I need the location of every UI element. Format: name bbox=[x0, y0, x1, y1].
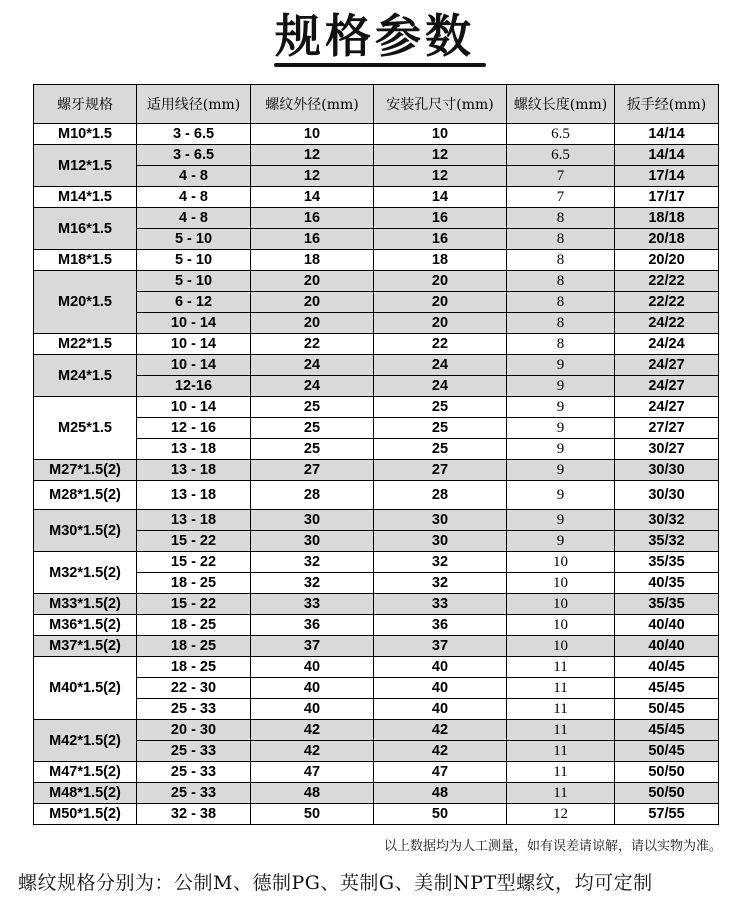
cell-wrench-size: 24/27 bbox=[615, 376, 719, 397]
cell-wire-diameter: 13 - 18 bbox=[137, 481, 251, 510]
cell-wire-diameter: 10 - 14 bbox=[137, 397, 251, 418]
cell-wrench-size: 50/50 bbox=[615, 762, 719, 783]
cell-wire-diameter: 12 - 16 bbox=[137, 418, 251, 439]
cell-thread-spec: M24*1.5 bbox=[34, 355, 137, 397]
cell-mounting-hole: 42 bbox=[374, 720, 507, 741]
cell-mounting-hole: 42 bbox=[374, 741, 507, 762]
cell-wire-diameter: 25 - 33 bbox=[137, 783, 251, 804]
cell-thread-spec: M10*1.5 bbox=[34, 124, 137, 145]
cell-wire-diameter: 4 - 8 bbox=[137, 187, 251, 208]
cell-wrench-size: 45/45 bbox=[615, 720, 719, 741]
cell-wrench-size: 27/27 bbox=[615, 418, 719, 439]
cell-thread-length: 9 bbox=[507, 397, 615, 418]
cell-wrench-size: 50/45 bbox=[615, 741, 719, 762]
cell-wire-diameter: 12-16 bbox=[137, 376, 251, 397]
cell-thread-spec: M20*1.5 bbox=[34, 271, 137, 334]
cell-thread-spec: M16*1.5 bbox=[34, 208, 137, 250]
cell-thread-length: 11 bbox=[507, 699, 615, 720]
cell-mounting-hole: 32 bbox=[374, 552, 507, 573]
cell-thread-spec: M33*1.5(2) bbox=[34, 594, 137, 615]
cell-mounting-hole: 33 bbox=[374, 594, 507, 615]
cell-thread-outer-diameter: 33 bbox=[251, 594, 374, 615]
cell-mounting-hole: 40 bbox=[374, 657, 507, 678]
table-row bbox=[34, 510, 719, 531]
cell-thread-length: 8 bbox=[507, 271, 615, 292]
table-row bbox=[34, 145, 719, 166]
cell-mounting-hole: 16 bbox=[374, 229, 507, 250]
cell-thread-outer-diameter: 10 bbox=[251, 124, 374, 145]
cell-thread-outer-diameter: 30 bbox=[251, 510, 374, 531]
cell-wrench-size: 17/14 bbox=[615, 166, 719, 187]
cell-thread-outer-diameter: 24 bbox=[251, 376, 374, 397]
cell-thread-length: 9 bbox=[507, 460, 615, 481]
cell-thread-outer-diameter: 14 bbox=[251, 187, 374, 208]
table-row bbox=[34, 271, 719, 292]
cell-wrench-size: 17/17 bbox=[615, 187, 719, 208]
cell-thread-length: 7 bbox=[507, 166, 615, 187]
cell-wire-diameter: 18 - 25 bbox=[137, 636, 251, 657]
cell-thread-spec: M37*1.5(2) bbox=[34, 636, 137, 657]
cell-wrench-size: 22/22 bbox=[615, 271, 719, 292]
table-row bbox=[34, 804, 719, 825]
cell-wrench-size: 24/22 bbox=[615, 313, 719, 334]
cell-thread-length: 10 bbox=[507, 636, 615, 657]
cell-mounting-hole: 20 bbox=[374, 292, 507, 313]
cell-thread-length: 8 bbox=[507, 334, 615, 355]
cell-mounting-hole: 40 bbox=[374, 699, 507, 720]
cell-wrench-size: 24/27 bbox=[615, 355, 719, 376]
cell-mounting-hole: 14 bbox=[374, 187, 507, 208]
table-row bbox=[34, 531, 719, 552]
cell-thread-length: 11 bbox=[507, 678, 615, 699]
table-row bbox=[34, 481, 719, 510]
cell-wire-diameter: 5 - 10 bbox=[137, 229, 251, 250]
cell-thread-spec: M48*1.5(2) bbox=[34, 783, 137, 804]
cell-wire-diameter: 25 - 33 bbox=[137, 741, 251, 762]
header-thread-spec: 螺牙规格 bbox=[34, 85, 137, 124]
cell-thread-outer-diameter: 18 bbox=[251, 250, 374, 271]
cell-thread-length: 8 bbox=[507, 229, 615, 250]
cell-thread-spec: M40*1.5(2) bbox=[34, 657, 137, 720]
cell-mounting-hole: 50 bbox=[374, 804, 507, 825]
cell-mounting-hole: 32 bbox=[374, 573, 507, 594]
cell-thread-outer-diameter: 20 bbox=[251, 271, 374, 292]
cell-wire-diameter: 3 - 6.5 bbox=[137, 145, 251, 166]
cell-wire-diameter: 32 - 38 bbox=[137, 804, 251, 825]
cell-mounting-hole: 22 bbox=[374, 334, 507, 355]
table-row bbox=[34, 783, 719, 804]
cell-mounting-hole: 27 bbox=[374, 460, 507, 481]
cell-thread-outer-diameter: 36 bbox=[251, 615, 374, 636]
cell-thread-length: 11 bbox=[507, 720, 615, 741]
cell-thread-length: 9 bbox=[507, 439, 615, 460]
table-row bbox=[34, 334, 719, 355]
cell-thread-outer-diameter: 12 bbox=[251, 166, 374, 187]
cell-thread-length: 8 bbox=[507, 250, 615, 271]
table-row bbox=[34, 594, 719, 615]
cell-thread-length: 11 bbox=[507, 762, 615, 783]
cell-wire-diameter: 4 - 8 bbox=[137, 208, 251, 229]
cell-thread-length: 10 bbox=[507, 615, 615, 636]
table-body bbox=[34, 124, 719, 825]
cell-thread-length: 7 bbox=[507, 187, 615, 208]
cell-wire-diameter: 10 - 14 bbox=[137, 313, 251, 334]
cell-thread-length: 10 bbox=[507, 594, 615, 615]
cell-thread-spec: M28*1.5(2) bbox=[34, 481, 137, 510]
cell-wrench-size: 40/40 bbox=[615, 615, 719, 636]
cell-wrench-size: 24/27 bbox=[615, 397, 719, 418]
cell-thread-length: 9 bbox=[507, 531, 615, 552]
table-row bbox=[34, 292, 719, 313]
cell-wrench-size: 35/35 bbox=[615, 552, 719, 573]
table-header-row bbox=[34, 85, 719, 124]
cell-thread-outer-diameter: 50 bbox=[251, 804, 374, 825]
cell-thread-length: 12 bbox=[507, 804, 615, 825]
header-wire-diameter: 适用线径(mm) bbox=[137, 85, 251, 124]
cell-mounting-hole: 25 bbox=[374, 418, 507, 439]
cell-thread-spec: M36*1.5(2) bbox=[34, 615, 137, 636]
cell-thread-length: 8 bbox=[507, 292, 615, 313]
cell-mounting-hole: 28 bbox=[374, 481, 507, 510]
title-underline bbox=[274, 63, 486, 67]
cell-wrench-size: 57/55 bbox=[615, 804, 719, 825]
table-row bbox=[34, 187, 719, 208]
cell-wrench-size: 50/50 bbox=[615, 783, 719, 804]
title-wrap bbox=[0, 8, 750, 64]
cell-mounting-hole: 48 bbox=[374, 783, 507, 804]
cell-thread-outer-diameter: 40 bbox=[251, 657, 374, 678]
cell-thread-outer-diameter: 47 bbox=[251, 762, 374, 783]
table-row bbox=[34, 636, 719, 657]
cell-wrench-size: 14/14 bbox=[615, 145, 719, 166]
table-row bbox=[34, 699, 719, 720]
spec-table bbox=[33, 84, 719, 825]
table-row bbox=[34, 657, 719, 678]
table-row bbox=[34, 678, 719, 699]
cell-wrench-size: 14/14 bbox=[615, 124, 719, 145]
cell-mounting-hole: 20 bbox=[374, 271, 507, 292]
cell-thread-spec: M42*1.5(2) bbox=[34, 720, 137, 762]
cell-thread-outer-diameter: 40 bbox=[251, 678, 374, 699]
cell-thread-length: 10 bbox=[507, 552, 615, 573]
cell-wire-diameter: 15 - 22 bbox=[137, 594, 251, 615]
cell-thread-outer-diameter: 28 bbox=[251, 481, 374, 510]
cell-thread-spec: M18*1.5 bbox=[34, 250, 137, 271]
cell-wire-diameter: 15 - 22 bbox=[137, 531, 251, 552]
cell-wire-diameter: 5 - 10 bbox=[137, 250, 251, 271]
cell-wire-diameter: 6 - 12 bbox=[137, 292, 251, 313]
cell-thread-spec: M25*1.5 bbox=[34, 397, 137, 460]
table-row bbox=[34, 615, 719, 636]
cell-thread-spec: M32*1.5(2) bbox=[34, 552, 137, 594]
cell-thread-outer-diameter: 42 bbox=[251, 741, 374, 762]
cell-thread-outer-diameter: 37 bbox=[251, 636, 374, 657]
cell-wrench-size: 50/45 bbox=[615, 699, 719, 720]
cell-thread-outer-diameter: 16 bbox=[251, 229, 374, 250]
cell-wire-diameter: 18 - 25 bbox=[137, 615, 251, 636]
cell-wire-diameter: 3 - 6.5 bbox=[137, 124, 251, 145]
cell-thread-length: 11 bbox=[507, 783, 615, 804]
cell-thread-outer-diameter: 22 bbox=[251, 334, 374, 355]
cell-mounting-hole: 37 bbox=[374, 636, 507, 657]
cell-thread-length: 9 bbox=[507, 510, 615, 531]
cell-thread-outer-diameter: 42 bbox=[251, 720, 374, 741]
cell-mounting-hole: 24 bbox=[374, 355, 507, 376]
cell-wrench-size: 22/22 bbox=[615, 292, 719, 313]
cell-wrench-size: 40/35 bbox=[615, 573, 719, 594]
cell-mounting-hole: 18 bbox=[374, 250, 507, 271]
cell-thread-outer-diameter: 27 bbox=[251, 460, 374, 481]
cell-wire-diameter: 18 - 25 bbox=[137, 573, 251, 594]
cell-thread-length: 9 bbox=[507, 355, 615, 376]
table-row bbox=[34, 313, 719, 334]
cell-wire-diameter: 10 - 14 bbox=[137, 355, 251, 376]
cell-thread-outer-diameter: 48 bbox=[251, 783, 374, 804]
table-row bbox=[34, 741, 719, 762]
cell-thread-outer-diameter: 20 bbox=[251, 313, 374, 334]
table-row bbox=[34, 460, 719, 481]
cell-thread-length: 9 bbox=[507, 481, 615, 510]
footer-thread-types: 螺纹规格分别为：公制M、德制PG、英制G、美制NPT型螺纹，均可定制 bbox=[18, 872, 653, 894]
cell-wrench-size: 20/18 bbox=[615, 229, 719, 250]
cell-thread-outer-diameter: 12 bbox=[251, 145, 374, 166]
table-row bbox=[34, 208, 719, 229]
cell-thread-outer-diameter: 25 bbox=[251, 418, 374, 439]
cell-mounting-hole: 25 bbox=[374, 439, 507, 460]
cell-wrench-size: 40/40 bbox=[615, 636, 719, 657]
cell-wrench-size: 30/27 bbox=[615, 439, 719, 460]
cell-mounting-hole: 12 bbox=[374, 166, 507, 187]
cell-thread-length: 9 bbox=[507, 376, 615, 397]
table-row bbox=[34, 250, 719, 271]
cell-mounting-hole: 10 bbox=[374, 124, 507, 145]
header-mounting-hole: 安装孔尺寸(mm) bbox=[374, 85, 507, 124]
cell-mounting-hole: 40 bbox=[374, 678, 507, 699]
cell-mounting-hole: 30 bbox=[374, 510, 507, 531]
page-title: 规格参数 bbox=[275, 9, 475, 63]
cell-mounting-hole: 16 bbox=[374, 208, 507, 229]
table-row bbox=[34, 166, 719, 187]
cell-wrench-size: 30/30 bbox=[615, 481, 719, 510]
cell-wrench-size: 18/18 bbox=[615, 208, 719, 229]
cell-wire-diameter: 5 - 10 bbox=[137, 271, 251, 292]
cell-thread-length: 8 bbox=[507, 313, 615, 334]
cell-wrench-size: 35/35 bbox=[615, 594, 719, 615]
header-wrench-size: 扳手经(mm) bbox=[615, 85, 719, 124]
cell-thread-spec: M30*1.5(2) bbox=[34, 510, 137, 552]
cell-mounting-hole: 30 bbox=[374, 531, 507, 552]
cell-thread-length: 11 bbox=[507, 741, 615, 762]
cell-mounting-hole: 20 bbox=[374, 313, 507, 334]
table-row bbox=[34, 439, 719, 460]
cell-wrench-size: 40/45 bbox=[615, 657, 719, 678]
cell-thread-length: 11 bbox=[507, 657, 615, 678]
table-row bbox=[34, 720, 719, 741]
cell-thread-outer-diameter: 30 bbox=[251, 531, 374, 552]
table-row bbox=[34, 552, 719, 573]
table-row bbox=[34, 355, 719, 376]
cell-thread-spec: M12*1.5 bbox=[34, 145, 137, 187]
cell-mounting-hole: 36 bbox=[374, 615, 507, 636]
cell-wire-diameter: 15 - 22 bbox=[137, 552, 251, 573]
cell-wire-diameter: 13 - 18 bbox=[137, 510, 251, 531]
table-row bbox=[34, 124, 719, 145]
cell-thread-outer-diameter: 16 bbox=[251, 208, 374, 229]
cell-thread-spec: M47*1.5(2) bbox=[34, 762, 137, 783]
cell-thread-outer-diameter: 25 bbox=[251, 397, 374, 418]
cell-wire-diameter: 22 - 30 bbox=[137, 678, 251, 699]
cell-thread-outer-diameter: 32 bbox=[251, 552, 374, 573]
cell-wrench-size: 24/24 bbox=[615, 334, 719, 355]
table-row bbox=[34, 229, 719, 250]
cell-wire-diameter: 10 - 14 bbox=[137, 334, 251, 355]
header-thread-length: 螺纹长度(mm) bbox=[507, 85, 615, 124]
cell-thread-spec: M27*1.5(2) bbox=[34, 460, 137, 481]
cell-wire-diameter: 25 - 33 bbox=[137, 699, 251, 720]
cell-thread-length: 9 bbox=[507, 418, 615, 439]
cell-mounting-hole: 25 bbox=[374, 397, 507, 418]
header-thread-outer-diameter: 螺纹外径(mm) bbox=[251, 85, 374, 124]
cell-wire-diameter: 25 - 33 bbox=[137, 762, 251, 783]
cell-thread-outer-diameter: 32 bbox=[251, 573, 374, 594]
cell-wrench-size: 20/20 bbox=[615, 250, 719, 271]
cell-wrench-size: 45/45 bbox=[615, 678, 719, 699]
cell-thread-length: 6.5 bbox=[507, 124, 615, 145]
table-row bbox=[34, 418, 719, 439]
cell-wrench-size: 30/32 bbox=[615, 510, 719, 531]
cell-thread-spec: M22*1.5 bbox=[34, 334, 137, 355]
table-row bbox=[34, 397, 719, 418]
cell-wire-diameter: 18 - 25 bbox=[137, 657, 251, 678]
cell-wrench-size: 30/30 bbox=[615, 460, 719, 481]
cell-wire-diameter: 4 - 8 bbox=[137, 166, 251, 187]
cell-wire-diameter: 13 - 18 bbox=[137, 460, 251, 481]
measurement-note: 以上数据均为人工测量，如有误差请谅解，请以实物为准。 bbox=[383, 839, 722, 854]
cell-thread-length: 8 bbox=[507, 208, 615, 229]
cell-thread-length: 10 bbox=[507, 573, 615, 594]
cell-thread-spec: M14*1.5 bbox=[34, 187, 137, 208]
cell-thread-outer-diameter: 20 bbox=[251, 292, 374, 313]
table-row bbox=[34, 376, 719, 397]
cell-mounting-hole: 24 bbox=[374, 376, 507, 397]
cell-mounting-hole: 12 bbox=[374, 145, 507, 166]
cell-thread-outer-diameter: 24 bbox=[251, 355, 374, 376]
cell-wire-diameter: 20 - 30 bbox=[137, 720, 251, 741]
cell-thread-outer-diameter: 40 bbox=[251, 699, 374, 720]
cell-wire-diameter: 13 - 18 bbox=[137, 439, 251, 460]
cell-mounting-hole: 47 bbox=[374, 762, 507, 783]
cell-wrench-size: 35/32 bbox=[615, 531, 719, 552]
cell-thread-outer-diameter: 25 bbox=[251, 439, 374, 460]
cell-thread-length: 6.5 bbox=[507, 145, 615, 166]
table-row bbox=[34, 762, 719, 783]
cell-thread-spec: M50*1.5(2) bbox=[34, 804, 137, 825]
table-row bbox=[34, 573, 719, 594]
